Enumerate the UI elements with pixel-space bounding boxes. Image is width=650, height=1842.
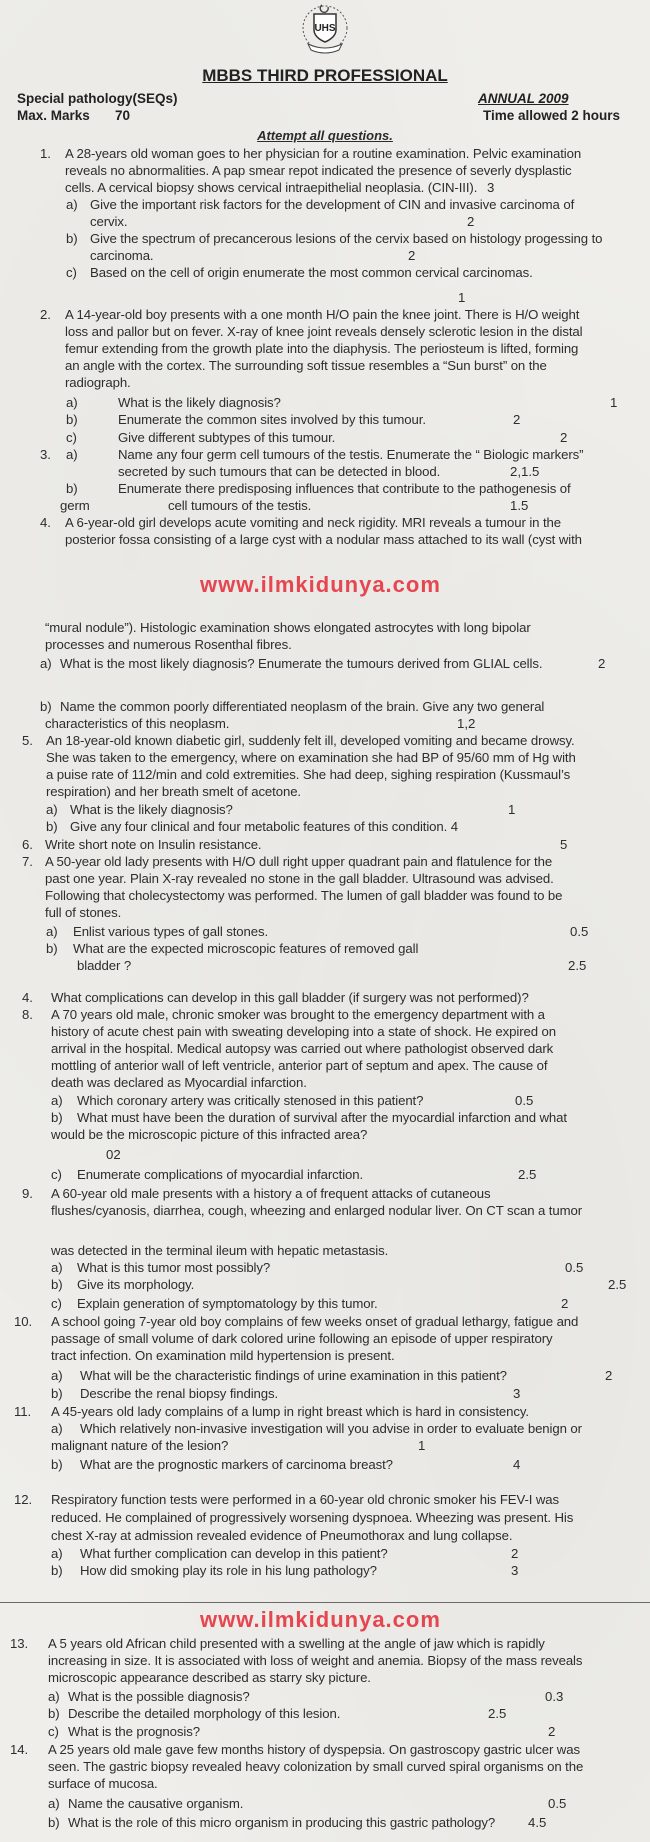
marks-value: 3 xyxy=(513,1386,521,1401)
max-marks-value: 70 xyxy=(115,108,131,123)
time-allowed: Time allowed 2 hours xyxy=(483,108,621,123)
marks-value: 3 xyxy=(511,1563,519,1578)
marks-value: 2 xyxy=(513,412,521,427)
question-text: An 18-year-old known diabetic girl, suddenly felt ill, developed vomiting and became drowsy. xyxy=(46,733,575,748)
marks-value: 0.5 xyxy=(548,1796,567,1811)
question-text: arrival in the hospital. Medical autopsy was carried out where pathologist observed dark xyxy=(51,1041,554,1056)
question-text: “mural nodule”). Histologic examination shows elongated astrocytes with long bipolar xyxy=(45,620,531,635)
question-number: 11. xyxy=(14,1404,32,1419)
sub-question-label: a) xyxy=(46,802,58,817)
question-text: A school going 7-year old boy complains of few weeks onset of gradual lethargy, fatigue and xyxy=(51,1314,579,1329)
exam-session: ANNUAL 2009 xyxy=(478,91,569,106)
question-text: respiration) and her breath smelt of acetone. xyxy=(46,784,302,799)
question-number: 9. xyxy=(22,1186,33,1201)
sub-question-label: a) xyxy=(66,395,78,410)
university-crest-icon xyxy=(290,2,360,58)
question-text: A 70 years old male, chronic smoker was brought to the emergency department with a xyxy=(51,1007,545,1022)
marks-value: 4.5 xyxy=(528,1815,547,1830)
question-text: past one year. Plain X-ray revealed no stone in the gall bladder. Ultrasound was advised. xyxy=(45,871,554,886)
sub-question-label: a) xyxy=(51,1546,63,1561)
marks-value: 0.5 xyxy=(515,1093,534,1108)
sub-question-label: c) xyxy=(48,1724,59,1739)
question-text: Which relatively non-invasive investigation will you advise in order to evaluate benign or xyxy=(80,1421,582,1436)
question-number: 8. xyxy=(22,1007,33,1022)
question-text: processes and numerous Rosenthal fibres. xyxy=(45,637,292,652)
sub-question-label: a) xyxy=(40,656,52,671)
sub-question-label: a) xyxy=(48,1689,60,1704)
question-text: What is the possible diagnosis? xyxy=(68,1689,250,1704)
question-text: Name the common poorly differentiated neoplasm of the brain. Give any two general xyxy=(60,699,545,714)
question-text: increasing in size. It is associated with loss of weight and anemia. Biopsy of the mass reveals xyxy=(48,1653,583,1668)
question-text: Give its morphology. xyxy=(77,1277,195,1292)
sub-question-label: a) xyxy=(51,1421,63,1436)
question-number: 4. xyxy=(40,515,51,530)
question-text: Describe the renal biopsy findings. xyxy=(80,1386,279,1401)
question-number: 7. xyxy=(22,854,33,869)
question-text: flushes/cyanosis, diarrhea, cough, wheezing and enlarged nodular liver. On CT scan a tumor xyxy=(51,1203,583,1218)
sub-question-label: b) xyxy=(51,1457,63,1472)
question-text: an angle with the cortex. The surrounding soft tissue resembles a “Sun burst” on the xyxy=(65,358,547,373)
question-text: malignant nature of the lesion? xyxy=(51,1438,229,1453)
question-text: A 5 years old African child presented with a swelling at the angle of jaw which is rapidly xyxy=(48,1636,545,1651)
question-text: death was declared as Myocardial infarction. xyxy=(51,1075,307,1090)
question-number: 6. xyxy=(22,837,33,852)
question-text: radiograph. xyxy=(65,375,131,390)
question-text: Enumerate complications of myocardial infarction. xyxy=(77,1167,364,1182)
sub-question-label: b) xyxy=(48,1815,60,1830)
marks-value: 2 xyxy=(467,214,475,229)
question-text: She was taken to the emergency, where on examination she had BP of 95/60 mm of Hg with xyxy=(46,750,576,765)
marks-value: 2.5 xyxy=(518,1167,537,1182)
question-number: 4. xyxy=(22,990,33,1005)
marks-value: 0.3 xyxy=(545,1689,564,1704)
sub-question-label: b) xyxy=(66,231,78,246)
svg-text:UHS: UHS xyxy=(314,23,336,34)
question-text: posterior fossa consisting of a large cyst with a nodular mass attached to its wall (cyst with xyxy=(65,532,582,547)
question-text: What further complication can develop in this patient? xyxy=(80,1546,388,1561)
question-text: A 25 years old male gave few months history of dyspepsia. On gastroscopy gastric ulcer was xyxy=(48,1742,580,1757)
question-text: cells. A cervical biopsy shows cervical intraepithelial neoplasia. (CIN-III). xyxy=(65,180,478,195)
question-text: a puise rate of 112/min and cold extremities. She had deep, sighing respiration (Kussmaul’s xyxy=(46,767,571,782)
question-text: tract infection. On examination mild hypertension is present. xyxy=(51,1348,395,1363)
question-text: Explain generation of symptomatology by this tumor. xyxy=(77,1296,378,1311)
sub-question-label: a) xyxy=(66,447,78,462)
marks-value: 2.5 xyxy=(608,1277,627,1292)
marks-value: 2 xyxy=(408,248,416,263)
sub-question-label: b) xyxy=(46,819,58,834)
question-text: A 28-years old woman goes to her physician for a routine examination. Pelvic examination xyxy=(65,146,582,161)
sub-question-label: b) xyxy=(66,481,78,496)
question-text: Describe the detailed morphology of this lesion. xyxy=(68,1706,341,1721)
marks-value: 1 xyxy=(458,290,466,305)
marks-value: 2,1.5 xyxy=(510,464,540,479)
sub-question-label: b) xyxy=(51,1277,63,1292)
question-text: Enlist various types of gall stones. xyxy=(73,924,269,939)
question-text: history of acute chest pain with sweating developing into a state of shock. He expired on xyxy=(51,1024,556,1039)
question-number: 14. xyxy=(10,1742,29,1757)
marks-value: 2.5 xyxy=(568,958,587,973)
question-text: would be the microscopic picture of this infracted area? xyxy=(51,1127,368,1142)
question-text: Write short note on Insulin resistance. xyxy=(45,837,262,852)
subject-name: Special pathology(SEQs) xyxy=(17,91,178,106)
question-text: Name the causative organism. xyxy=(68,1796,244,1811)
question-text: Respiratory function tests were performed in a 60-year old chronic smoker his FEV-I was xyxy=(51,1492,560,1507)
question-text: bladder ? xyxy=(77,958,132,973)
max-marks-label: Max. Marks xyxy=(17,108,90,123)
question-text: Based on the cell of origin enumerate the most common cervical carcinomas. xyxy=(90,265,533,280)
sub-question-label: c) xyxy=(66,265,77,280)
question-text: reveals no abnormalities. A pap smear repot indicated the presence of severly dysplastic xyxy=(65,163,572,178)
watermark: www.ilmkidunya.com xyxy=(200,1607,441,1632)
marks-value: 2 xyxy=(598,656,606,671)
question-text: Enumerate the common sites involved by this tumour. xyxy=(118,412,426,427)
marks-value: 0.5 xyxy=(570,924,589,939)
watermark: www.ilmkidunya.com xyxy=(200,572,441,597)
marks-value: 5 xyxy=(560,837,568,852)
sub-question-label: a) xyxy=(51,1093,63,1108)
question-text: carcinoma. xyxy=(90,248,154,263)
question-text: A 50-year old lady presents with H/O dull right upper quadrant pain and flatulence for the xyxy=(45,854,553,869)
marks-value: 2.5 xyxy=(488,1706,507,1721)
question-text: full of stones. xyxy=(45,905,122,920)
question-text: Following that cholecystectomy was performed. The lumen of gall bladder was found to be xyxy=(45,888,563,903)
question-number: 5. xyxy=(22,733,33,748)
question-text: How did smoking play its role in his lung pathology? xyxy=(80,1563,377,1578)
question-text: What are the expected microscopic features of removed gall xyxy=(73,941,419,956)
question-number: 13. xyxy=(10,1636,29,1651)
sub-question-label: c) xyxy=(51,1296,62,1311)
sub-question-label: germ xyxy=(60,498,90,513)
sub-question-label: b) xyxy=(66,412,78,427)
marks-value: 2 xyxy=(511,1546,519,1561)
question-text: loss and pallor but on fever. X-ray of knee joint reveals densely sclerotic lesion in the distal xyxy=(65,324,583,339)
sub-question-label: c) xyxy=(66,430,77,445)
question-text: What is the role of this micro organism in producing this gastric pathology? xyxy=(68,1815,496,1830)
question-number: 3. xyxy=(40,447,51,462)
sub-question-label: a) xyxy=(66,197,78,212)
marks-value: 2 xyxy=(605,1368,613,1383)
question-text: Give the spectrum of precancerous lesions of the cervix based on histology progessing to xyxy=(90,231,603,246)
marks-value: 1 xyxy=(508,802,516,817)
marks-value: 1 xyxy=(610,395,618,410)
question-text: surface of mucosa. xyxy=(48,1776,158,1791)
question-text: Give the important risk factors for the development of CIN and invasive carcinoma of xyxy=(90,197,575,212)
exam-title: MBBS THIRD PROFESSIONAL xyxy=(202,66,448,85)
question-text: A 6-year-old girl develops acute vomiting and neck rigidity. MRI reveals a tumour in the xyxy=(65,515,561,530)
instruction: Attempt all questions. xyxy=(257,128,393,143)
question-text: Give any four clinical and four metabolic features of this condition. 4 xyxy=(70,819,459,834)
question-text: Give different subtypes of this tumour. xyxy=(118,430,336,445)
question-text: microscopic appearance described as starry sky picture. xyxy=(48,1670,371,1685)
sub-question-label: a) xyxy=(51,1260,63,1275)
question-text: mottling of anterior wall of left ventricle, anterior part of septum and apex. The cause of xyxy=(51,1058,548,1073)
question-text: What will be the characteristic findings of urine examination in this patient? xyxy=(80,1368,507,1383)
question-text: What is the likely diagnosis? xyxy=(70,802,233,817)
question-text: was detected in the terminal ileum with hepatic metastasis. xyxy=(51,1243,389,1258)
question-text: passage of small volume of dark colored urine following an episode of upper respiratory xyxy=(51,1331,553,1346)
sub-question-label: a) xyxy=(46,924,58,939)
question-text: reduced. He complained of progressively worsening dyspnoea. Wheezing was present. His xyxy=(51,1510,574,1525)
marks-value: 1 xyxy=(418,1438,426,1453)
marks-value: 02 xyxy=(106,1147,121,1162)
question-text: femur extending from the growth plate into the diaphysis. The periosteum is lifted, forming xyxy=(65,341,579,356)
sub-question-label: a) xyxy=(51,1368,63,1383)
sub-question-label: a) xyxy=(48,1796,60,1811)
question-text: Enumerate there predisposing influences that contribute to the pathogenesis of xyxy=(118,481,571,496)
question-text: A 14-year-old boy presents with a one month H/O pain the knee joint. There is H/O weight xyxy=(65,307,580,322)
question-text: What are the prognostic markers of carcinoma breast? xyxy=(80,1457,393,1472)
marks-value: 1.5 xyxy=(510,498,529,513)
question-text: What must have been the duration of survival after the myocardial infarction and what xyxy=(77,1110,567,1125)
question-text: characteristics of this neoplasm. xyxy=(45,716,230,731)
sub-question-label: b) xyxy=(48,1706,60,1721)
question-text: chest X-ray at admission revealed evidence of Pneumothorax and lung collapse. xyxy=(51,1528,513,1543)
question-text: cervix. xyxy=(90,214,128,229)
question-text: What is the most likely diagnosis? Enumerate the tumours derived from GLIAL cells. xyxy=(60,656,543,671)
marks-value: 2 xyxy=(548,1724,556,1739)
question-text: Name any four germ cell tumours of the testis. Enumerate the “ Biologic markers” xyxy=(118,447,584,462)
marks-value: 4 xyxy=(513,1457,521,1472)
question-text: Which coronary artery was critically stenosed in this patient? xyxy=(77,1093,424,1108)
marks-value: 2 xyxy=(561,1296,569,1311)
question-number: 1. xyxy=(40,146,51,161)
sub-question-label: b) xyxy=(51,1110,63,1125)
question-number: 10. xyxy=(14,1314,33,1329)
question-text: A 45-years old lady complains of a lump in right breast which is hard in consistency. xyxy=(51,1404,529,1419)
sub-question-label: b) xyxy=(51,1386,63,1401)
marks-value: 1,2 xyxy=(457,716,476,731)
marks-value: 3 xyxy=(487,180,495,195)
question-number: 12. xyxy=(14,1492,33,1507)
marks-value: 2 xyxy=(560,430,568,445)
question-text: What is this tumor most possibly? xyxy=(77,1260,271,1275)
sub-question-label: b) xyxy=(51,1563,63,1578)
marks-value: 0.5 xyxy=(565,1260,584,1275)
question-text: cell tumours of the testis. xyxy=(168,498,312,513)
question-text: What complications can develop in this gall bladder (if surgery was not performed)? xyxy=(51,990,529,1005)
question-text: What is the prognosis? xyxy=(68,1724,200,1739)
section-divider xyxy=(0,1602,650,1603)
sub-question-label: b) xyxy=(40,699,52,714)
question-text: What is the likely diagnosis? xyxy=(118,395,281,410)
question-text: A 60-year old male presents with a history a of frequent attacks of cutaneous xyxy=(51,1186,491,1201)
sub-question-label: b) xyxy=(46,941,58,956)
question-text: secreted by such tumours that can be detected in blood. xyxy=(118,464,441,479)
sub-question-label: c) xyxy=(51,1167,62,1182)
question-text: seen. The gastric biopsy revealed heavy colonization by small curved spiral organisms on the xyxy=(48,1759,584,1774)
question-number: 2. xyxy=(40,307,51,322)
